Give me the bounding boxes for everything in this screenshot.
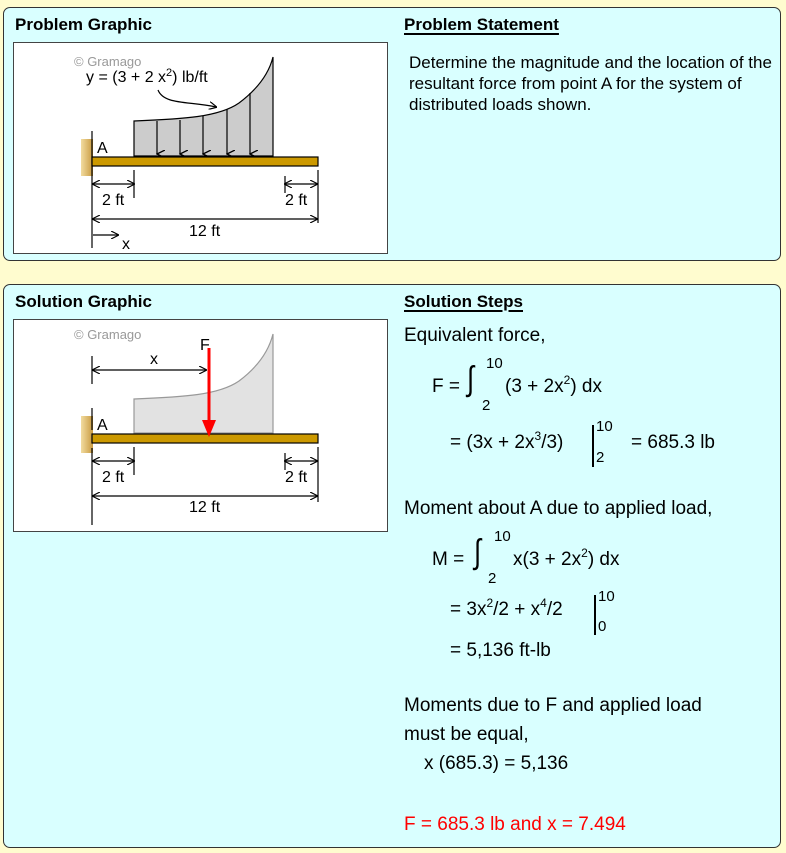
f-result: = 685.3 lb [631,432,715,453]
final-answer: F = 685.3 lb and x = 7.494 [404,814,626,835]
load-label: y = (3 + 2 $x^2$) lb/ft [86,67,208,86]
solution-diagram [14,320,386,530]
wall-support [81,139,93,176]
m-eval-lower: 0 [598,618,607,635]
solution-graphic [13,319,388,532]
f-upper-limit: 10 [486,355,503,372]
f-integrand: $(3 + 2x^2)$ dx [505,373,602,397]
m-evaluation: = $3x^2/2 + x^4/2$ [450,596,563,620]
f-lower-limit: 2 [482,397,491,414]
m-eval-upper: 10 [598,588,615,605]
dim-right-label: 2 ft [285,469,308,486]
equality-line-2: must be equal, [404,724,529,745]
problem-statement-title: Problem Statement [404,15,559,34]
point-a-label: A [97,417,108,434]
solution-steps-title: Solution Steps [404,292,523,311]
x-axis-label: x [122,236,130,252]
evaluation-bar [592,425,594,467]
equality-equation: x (685.3) = 5,136 [424,753,569,774]
solution-panel [3,284,781,848]
dim-total-label: 12 ft [189,223,221,240]
point-a-label: A [97,140,108,157]
m-lower-limit: 2 [488,570,497,587]
f-evaluation: = $(3x + 2x^3/3)$ [450,429,564,453]
f-eval-upper: 10 [596,418,613,435]
integral-sign-icon: ∫ [474,533,482,571]
equality-line-1: Moments due to F and applied load [404,695,702,716]
label-pointer-arrow [158,90,216,107]
dim-right-label: 2 ft [285,192,308,209]
m-result: = 5,136 ft-lb [450,640,551,661]
moment-heading: Moment about A due to applied load, [404,498,713,519]
watermark: © Gramago [74,54,142,69]
f-eval-lower: 2 [596,449,605,466]
dim-left-label: 2 ft [102,469,125,486]
integral-sign-icon: ∫ [467,360,475,398]
problem-diagram [14,43,386,252]
x-distance-label: x [150,351,158,368]
problem-panel [3,7,781,261]
solution-graphic-title: Solution Graphic [15,292,152,311]
m-integrand: $x(3 + 2x^2)$ dx [513,546,620,570]
dim-left-label: 2 ft [102,192,125,209]
m-upper-limit: 10 [494,528,511,545]
wall-support [81,416,93,453]
problem-statement-text: Determine the magnitude and the location of the resultant force from point A for the system of distributed loads shown. [409,53,772,114]
f-lhs: F = [432,376,460,397]
beam [92,434,318,443]
dim-total-label: 12 ft [189,499,221,516]
beam [92,157,318,166]
m-lhs: M = [432,549,465,570]
evaluation-bar [594,595,596,635]
problem-graphic-title: Problem Graphic [15,15,152,34]
equivalent-force-heading: Equivalent force, [404,325,546,346]
watermark: © Gramago [74,327,142,342]
force-label: F [200,337,210,354]
problem-graphic [13,42,388,254]
